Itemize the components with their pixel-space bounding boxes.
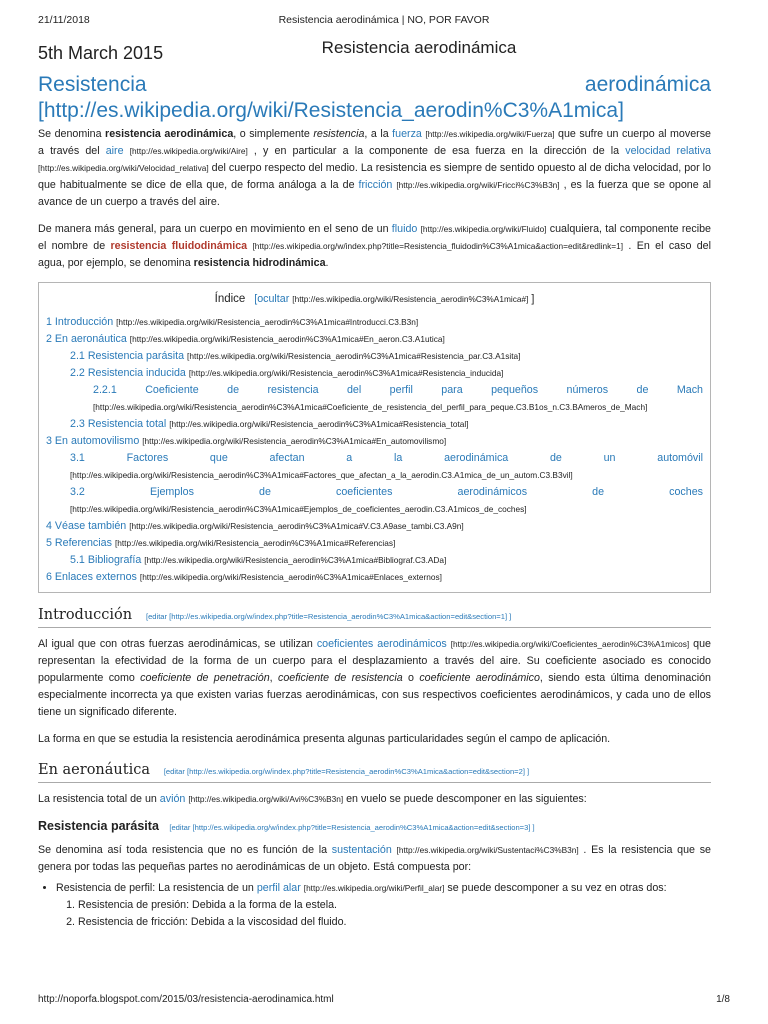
toc-item[interactable]: 2.2.1 Coeficiente de resistencia del perfil para pequeños números de Mach [http://es.wikipedia.org/wiki/Resistencia_aerodin%C3%A1mica#Coeficiente_de_resistencia_del_perfil_para_peque.C3.B1os_n.C3.BAmeros_de_Mach]: [93, 384, 703, 412]
edit-link[interactable]: [editar [http://es.wikipedia.org/w/index.php?title=Resistencia_aerodin%C3%A1mica&action=edit&section=2] ]: [163, 767, 530, 776]
heading-word-1[interactable]: Resistencia: [38, 73, 147, 96]
toc-item[interactable]: 6 Enlaces externos [http://es.wikipedia.org/wiki/Resistencia_aerodin%C3%A1mica#Enlaces_externos]: [46, 571, 442, 583]
page-number: 1/8: [716, 994, 730, 1005]
paragraph-general: De manera más general, para un cuerpo en movimiento en el seno de un fluido [http://es.wikipedia.org/wiki/Fluido] cualquiera, tal componente recibe el nombre de resistencia fluidodinámica [http://es.wikipedia.org/w/index.php?title=Resistencia_fluidodin%C3%A1mica&action=edit&redlink=1] . En el caso del agua, por ejemplo, se denomina resistencia hidrodinámica.: [38, 223, 712, 269]
heading-word-2[interactable]: aerodinámica: [584, 73, 711, 96]
heading-url[interactable]: [http://es.wikipedia.org/wiki/Resistencia_aerodin%C3%A1mica]: [38, 99, 624, 122]
paragraph-parasita: Se denomina así toda resistencia que no es función de la sustentación [http://es.wikipedia.org/wiki/Sustentaci%C3%B3n] . Es la resistencia que se genera por todas las pequeñas partes no aerodinámicas de un objeto. Está compuesta por:: [38, 844, 711, 873]
toc-item[interactable]: 3 En automovilismo [http://es.wikipedia.org/wiki/Resistencia_aerodin%C3%A1mica#En_automovilismo]: [46, 435, 447, 447]
footer-url: http://noporfa.blogspot.com/2015/03/resistencia-aerodinamica.html: [38, 994, 334, 1005]
toc-item[interactable]: 2 En aeronáutica [http://es.wikipedia.org/wiki/Resistencia_aerodin%C3%A1mica#En_aeron.C3.A1utica]: [46, 333, 445, 345]
list-item: 1. Resistencia de presión: Debida a la forma de la estela.: [78, 897, 711, 914]
toc-title: Índice: [214, 293, 246, 305]
toc-hide-link[interactable]: [ocultar: [254, 293, 290, 305]
section-heading-aeronautica: En aeronáutica [editar [http://es.wikipedia.org/w/index.php?title=Resistencia_aerodin%C3%A1mica&action=edit&section=2] ]: [38, 762, 711, 783]
post-date: 5th March 2015: [38, 43, 164, 63]
edit-link[interactable]: [editar [http://es.wikipedia.org/w/index.php?title=Resistencia_aerodin%C3%A1mica&action=edit&section=1] ]: [145, 612, 512, 621]
toc-item[interactable]: 1 Introducción [http://es.wikipedia.org/wiki/Resistencia_aerodin%C3%A1mica#Introducci.C3.B3n]: [46, 316, 419, 328]
link-fuerza[interactable]: fuerza: [392, 128, 422, 140]
print-date: 21/11/2018: [38, 14, 90, 26]
paragraph-aero: La resistencia total de un avión [http://es.wikipedia.org/wiki/Avi%C3%B3n] en vuelo se puede descomponer en las siguientes:: [38, 793, 587, 805]
list-item: • Resistencia de perfil: La resistencia de un perfil alar [http://es.wikipedia.org/wiki/Perfil_alar] se puede descomponer a su vez en otras dos: 1. Resistencia de presión: Debida a la forma de la estela. 2. Resistencia de fricción: Debida a la viscosidad del fluido.: [56, 880, 711, 931]
list-parasita: [38, 880, 711, 931]
article-body: [38, 126, 711, 931]
section-heading-introduccion: Introducción [editar [http://es.wikipedia.org/w/index.php?title=Resistencia_aerodin%C3%A1mica&action=edit&section=1] ]: [38, 607, 711, 628]
paragraph-intro-2: La forma en que se estudia la resistencia aerodinámica presenta algunas particularidades según el campo de aplicación.: [38, 733, 611, 745]
toc-item[interactable]: 3.1 Factores que afectan a la aerodinámica de un automóvil [http://es.wikipedia.org/wiki/Resistencia_aerodin%C3%A1mica#Factores_que_afectan_a_la_aerodin.C3.A1mica_de_un_autom.C3.B3vil]: [70, 452, 703, 480]
link-perfil-alar[interactable]: perfil alar: [256, 882, 301, 894]
paragraph-definition: Se denomina resistencia aerodinámica, o simplemente resistencia, a la fuerza [http://es.wikipedia.org/wiki/Fuerza] que sufre un cuerpo al moverse a través del aire [http://es.wikipedia.org/wiki/Aire] , y en particular a la componente de esa fuerza en la dirección de la velocidad relativa [http://es.wikipedia.org/wiki/Velocidad_relativa] del cuerpo respecto del medio. La resistencia es siempre de sentido opuesto al de dicha velocidad, por lo que habitualmente se dice de ella que, de forma análoga a la de fricción [http://es.wikipedia.org/wiki/Fricci%C3%B3n] , es la fuerza que se opone al avance de un cuerpo a través del aire.: [38, 128, 711, 208]
toc-item[interactable]: 5 Referencias [http://es.wikipedia.org/wiki/Resistencia_aerodin%C3%A1mica#Referencias]: [46, 537, 396, 549]
link-velocidad-relativa[interactable]: velocidad relativa: [625, 145, 711, 157]
list-item: 2. Resistencia de fricción: Debida a la viscosidad del fluido.: [78, 914, 711, 931]
print-title: Resistencia aerodinámica | NO, POR FAVOR: [278, 14, 490, 26]
table-of-contents: Índice [ocultar [http://es.wikipedia.org/wiki/Resistencia_aerodin%C3%A1mica#] ] 1 Introducción [http://es.wikipedia.org/wiki/Resistencia_aerodin%C3%A1mica#Introducci.C3.B3n] 2 En aeronáutica [http://es.wikipedia.org/wiki/Resistencia_aerodin%C3%A1mica#En_aeron.C3.A1utica] 2.1 Resistencia parásita [http://es.wikipedia.org/wiki/Resistencia_aerodin%C3%A1mica#Resistencia_par.C3.A1sita] 2.2 Resistencia inducida [http://es.wikipedia.org/wiki/Resistencia_aerodin%C3%A1mica#Resistencia_inducida] 2.2.1 Coeficiente de resistencia del perfil para pequeños números de Mach [http://es.wikipedia.org/wiki/Resistencia_aerodin%C3%A1mica#Coeficiente_de_resistencia_del_perfil_para_peque.C3.B1os_n.C3.BAmeros_de_Mach] 2.3 Resistencia total [http://es.wikipedia.org/wiki/Resistencia_aerodin%C3%A1mica#Resistencia_total] 3 En automovilismo [http://es.wikipedia.org/wiki/Resistencia_aerodin%C3%A1mica#En_automovilismo] 3.1 Factores que afectan a la aerodinámica de un automóvil [http://es.wikipedia.org/wiki/Resistencia_aerodin%C3%A1mica#Factores_que_afectan_a_la_aerodin.C3.A1mica_de_un_autom.C3.B3vil] 3.2 Ejemplos de coeficientes aerodinámicos de coches [http://es.wikipedia.org/wiki/Resistencia_aerodin%C3%A1mica#Ejemplos_de_coeficientes_aerodin.C3.A1micos_de_coches] 4 Véase también [http://es.wikipedia.org/wiki/Resistencia_aerodin%C3%A1mica#V.C3.A9ase_tambi.C3.A9n] 5 Referencias [http://es.wikipedia.org/wiki/Resistencia_aerodin%C3%A1mica#Referencias] 5.1 Bibliografía [http://es.wikipedia.org/wiki/Resistencia_aerodin%C3%A1mica#Bibliograf.C3.ADa] 6 Enlaces externos [http://es.wikipedia.org/wiki/Resistencia_aerodin%C3%A1mica#Enlaces_externos]: [38, 282, 711, 593]
link-aire[interactable]: aire: [105, 145, 124, 157]
toc-item[interactable]: 3.2 Ejemplos de coeficientes aerodinámicos de coches [http://es.wikipedia.org/wiki/Resistencia_aerodin%C3%A1mica#Ejemplos_de_coeficientes_aerodin.C3.A1micos_de_coches]: [70, 486, 703, 514]
article-heading: [38, 72, 711, 124]
link-friccion[interactable]: fricción: [358, 179, 393, 191]
edit-link[interactable]: [editar [http://es.wikipedia.org/w/index.php?title=Resistencia_aerodin%C3%A1mica&action=edit&section=3] ]: [169, 823, 535, 832]
toc-item[interactable]: 5.1 Bibliografía [http://es.wikipedia.org/wiki/Resistencia_aerodin%C3%A1mica#Bibliograf.C3.ADa]: [70, 554, 447, 566]
link-resistencia-fluidodinamica[interactable]: resistencia fluidodinámica: [110, 240, 248, 252]
toc-item[interactable]: 2.1 Resistencia parásita [http://es.wikipedia.org/wiki/Resistencia_aerodin%C3%A1mica#Resistencia_par.C3.A1sita]: [70, 350, 521, 362]
link-fluido[interactable]: fluido: [391, 223, 418, 235]
toc-item[interactable]: 2.2 Resistencia inducida [http://es.wikipedia.org/wiki/Resistencia_aerodin%C3%A1mica#Resistencia_inducida]: [70, 367, 504, 379]
link-coeficientes[interactable]: coeficientes aerodinámicos: [316, 638, 447, 650]
sublist: [56, 897, 711, 931]
subsection-heading-parasita: Resistencia parásita [editar [http://es.wikipedia.org/w/index.php?title=Resistencia_aerodin%C3%A1mica&action=edit&section=3] ]: [38, 819, 535, 833]
toc-item[interactable]: 4 Véase también [http://es.wikipedia.org/wiki/Resistencia_aerodin%C3%A1mica#V.C3.A9ase_tambi.C3.A9n]: [46, 520, 464, 532]
post-title: Resistencia aerodinámica: [321, 38, 517, 57]
link-sustentacion[interactable]: sustentación: [331, 844, 392, 856]
paragraph-intro: Al igual que con otras fuerzas aerodinámicas, se utilizan coeficientes aerodinámicos [http://es.wikipedia.org/wiki/Coeficientes_aerodin%C3%A1micos] que representan la efectividad de la forma de un cuerpo para el desplazamiento a través del aire. Su coeficiente asociado es conocido popularmente como coeficiente de penetración, coeficiente de resistencia o coeficiente aerodinámico, siendo esta última denominación especialmente incorrecta ya que existen varias fuerzas aerodinámicas, con sus respectivos coeficientes aerodinámicos, y cada uno de ellos tiene un significado diferente.: [38, 638, 711, 718]
link-avion[interactable]: avión: [159, 793, 186, 805]
toc-item[interactable]: 2.3 Resistencia total [http://es.wikipedia.org/wiki/Resistencia_aerodin%C3%A1mica#Resistencia_total]: [70, 418, 469, 430]
